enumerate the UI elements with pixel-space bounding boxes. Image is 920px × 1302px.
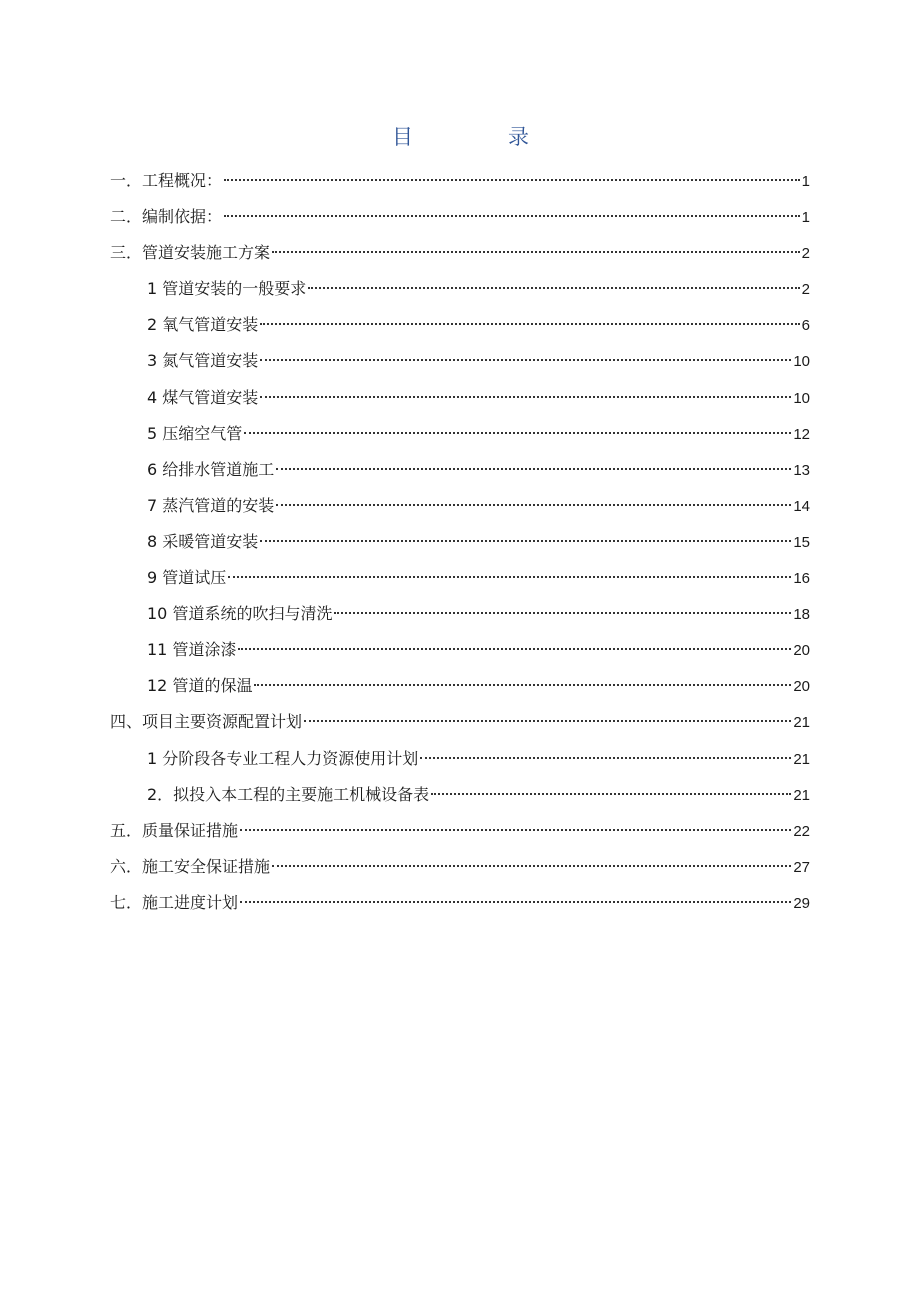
toc-dot-leader — [254, 684, 791, 686]
toc-entry-label: 6 给排水管道施工 — [147, 459, 275, 479]
toc-dot-leader — [260, 323, 799, 325]
toc-dot-leader — [260, 396, 791, 398]
toc-dot-leader — [276, 468, 791, 470]
toc-dot-leader — [420, 757, 791, 759]
toc-entry[interactable] — [110, 419, 810, 455]
toc-entry-label: 四、项目主要资源配置计划 — [110, 712, 303, 732]
toc-entry[interactable] — [110, 563, 810, 599]
toc-entry[interactable] — [110, 635, 810, 671]
toc-entry[interactable] — [110, 310, 810, 346]
toc-entry-page-number: 20 — [793, 678, 810, 696]
toc-dot-leader — [228, 576, 791, 578]
toc-entry-label: 4 煤气管道安装 — [147, 387, 259, 407]
toc-entry-label: 五．质量保证措施 — [110, 820, 239, 840]
toc-entry-page-number: 21 — [793, 786, 810, 804]
toc-entry-page-number: 16 — [793, 570, 810, 588]
toc-entry-page-number: 12 — [793, 425, 810, 443]
toc-entry-label: 七．施工进度计划 — [110, 892, 239, 912]
toc-dot-leader — [224, 215, 800, 217]
toc-entry-label: 2．拟投入本工程的主要施工机械设备表 — [147, 784, 430, 804]
toc-dot-leader — [244, 432, 791, 434]
toc-dot-leader — [334, 612, 791, 614]
toc-dot-leader — [304, 720, 791, 722]
toc-dot-leader — [431, 793, 791, 795]
toc-entry-label: 7 蒸汽管道的安装 — [147, 495, 275, 515]
toc-entry[interactable] — [110, 166, 810, 202]
toc-entry-page-number: 21 — [793, 750, 810, 768]
toc-entry-label: 8 采暖管道安装 — [147, 531, 259, 551]
toc-entry-page-number: 10 — [793, 353, 810, 371]
toc-entry[interactable] — [110, 238, 810, 274]
toc-entry-label: 3 氮气管道安装 — [147, 351, 259, 371]
toc-entry[interactable] — [110, 455, 810, 491]
toc-entry-label: 三．管道安装施工方案 — [110, 243, 271, 263]
toc-entry-page-number: 2 — [801, 281, 810, 299]
toc-entry-label: 2 氧气管道安装 — [147, 315, 259, 335]
toc-entry[interactable] — [110, 599, 810, 635]
toc-entry-page-number: 6 — [801, 317, 810, 335]
toc-dot-leader — [260, 359, 791, 361]
toc-dot-leader — [276, 504, 791, 506]
toc-entry-label: 11 管道涂漆 — [147, 640, 237, 660]
toc-entry-label: 1 管道安装的一般要求 — [147, 279, 307, 299]
toc-entry-label: 二．编制依据： — [110, 207, 223, 227]
toc-entry-label: 5 压缩空气管 — [147, 423, 243, 443]
toc-entry-page-number: 2 — [801, 245, 810, 263]
toc-entry-page-number: 27 — [793, 858, 810, 876]
toc-entry-label: 9 管道试压 — [147, 568, 227, 588]
toc-entry[interactable] — [110, 202, 810, 238]
toc-entry[interactable] — [110, 707, 810, 743]
toc-entry[interactable] — [110, 527, 810, 563]
toc-list — [110, 166, 810, 924]
toc-entry-label: 12 管道的保温 — [147, 676, 253, 696]
toc-entry-page-number: 10 — [793, 389, 810, 407]
toc-entry-label: 一．工程概况： — [110, 171, 223, 190]
toc-dot-leader — [260, 540, 791, 542]
toc-entry[interactable] — [110, 274, 810, 310]
toc-entry-page-number: 1 — [801, 173, 810, 190]
toc-entry-page-number: 20 — [793, 642, 810, 660]
toc-entry-page-number: 1 — [801, 209, 810, 227]
toc-dot-leader — [272, 251, 800, 253]
toc-entry[interactable] — [110, 671, 810, 707]
toc-entry-label: 1 分阶段各专业工程人力资源使用计划 — [147, 748, 419, 768]
toc-entry-page-number: 18 — [793, 606, 810, 624]
toc-dot-leader — [240, 901, 791, 903]
toc-entry-page-number: 15 — [793, 533, 810, 551]
toc-entry-label: 10 管道系统的吹扫与清洗 — [147, 604, 333, 624]
toc-entry[interactable] — [110, 852, 810, 888]
toc-entry-label: 六．施工安全保证措施 — [110, 856, 271, 876]
toc-dot-leader — [308, 287, 799, 289]
toc-entry-page-number: 14 — [793, 497, 810, 515]
toc-entry[interactable] — [110, 346, 810, 382]
toc-entry[interactable] — [110, 780, 810, 816]
toc-entry-page-number: 21 — [793, 714, 810, 732]
toc-dot-leader — [272, 865, 791, 867]
toc-entry-page-number: 13 — [793, 461, 810, 479]
toc-dot-leader — [224, 179, 800, 181]
toc-title-char-1: 目 — [392, 125, 413, 149]
toc-entry[interactable] — [110, 888, 810, 924]
toc-title — [0, 122, 920, 152]
toc-entry[interactable] — [110, 744, 810, 780]
toc-dot-leader — [238, 648, 791, 650]
toc-entry-page-number: 22 — [793, 822, 810, 840]
toc-entry[interactable] — [110, 816, 810, 852]
toc-dot-leader — [240, 829, 791, 831]
toc-entry[interactable] — [110, 491, 810, 527]
toc-title-char-2: 录 — [508, 125, 529, 149]
toc-entry-page-number: 29 — [793, 894, 810, 912]
toc-entry[interactable] — [110, 383, 810, 419]
